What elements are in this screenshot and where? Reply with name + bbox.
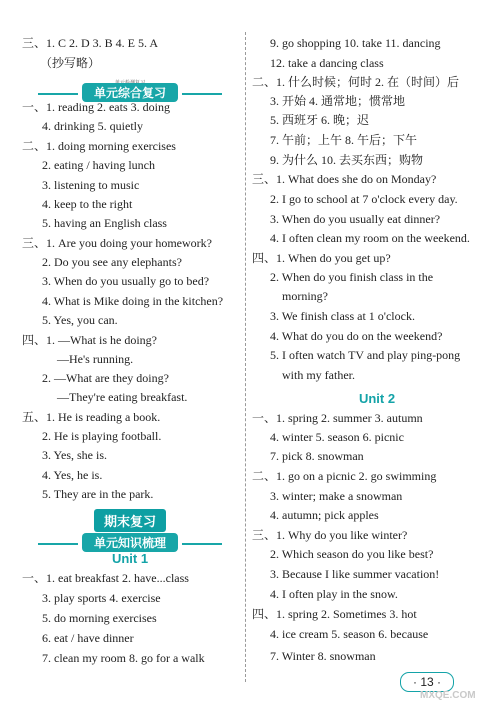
- knowledge-header: 单元知识梳理: [82, 533, 178, 552]
- final-review-tab: 期末复习: [94, 509, 166, 532]
- answer-line: 9. go shopping 10. take 11. dancing: [270, 36, 441, 50]
- answer-line: 5. having an English class: [42, 216, 167, 230]
- answer-line: 4. What do you do on the weekend?: [270, 329, 443, 343]
- answer-line: 4. keep to the right: [42, 197, 133, 211]
- answer-line: —They're eating breakfast.: [57, 390, 188, 404]
- answer-line: 4. I often clean my room on the weekend.: [270, 231, 470, 245]
- answer-line: 7. 午前；上午 8. 午后；下午: [270, 133, 418, 147]
- answer-line: 2. He is playing football.: [42, 429, 162, 443]
- unit-title: Unit 2: [358, 391, 396, 406]
- answer-line: 一、1. spring 2. summer 3. autumn: [252, 411, 423, 425]
- answer-line: 4. Yes, he is.: [42, 468, 103, 482]
- watermark-text: MXQE.COM: [420, 690, 476, 701]
- answer-line: —He's running.: [57, 352, 134, 366]
- answer-line: morning?: [282, 289, 328, 303]
- answer-line: 3. Because I like summer vacation!: [270, 567, 440, 581]
- answer-line: 3. When do you usually go to bed?: [42, 274, 210, 288]
- answer-line: 5. Yes, you can.: [42, 313, 118, 327]
- unit-title: Unit 1: [111, 551, 149, 566]
- answer-line: 二、1. go on a picnic 2. go swimming: [252, 469, 437, 483]
- answer-line: 4. What is Mike doing in the kitchen?: [42, 294, 224, 308]
- column-divider: [245, 32, 246, 682]
- answer-line: 12. take a dancing class: [270, 56, 384, 70]
- answer-line: 4. autumn; pick apples: [270, 508, 379, 522]
- answer-line: 5. 西班牙 6. 晚；迟: [270, 113, 370, 127]
- answer-line: 2. I go to school at 7 o'clock every day.: [270, 192, 458, 206]
- answer-line: 2. When do you finish class in the: [270, 270, 434, 284]
- answer-line: 4. I often play in the snow.: [270, 587, 398, 601]
- answer-line: 2. —What are they doing?: [42, 371, 169, 385]
- answer-line: 三、1. What does she do on Monday?: [252, 172, 437, 186]
- answer-line: 三、1. C 2. D 3. B 4. E 5. A: [22, 36, 159, 50]
- answer-line: 二、1. doing morning exercises: [22, 139, 176, 153]
- answer-line: 3. winter; make a snowman: [270, 489, 403, 503]
- answer-line: 7. clean my room 8. go for a walk: [42, 651, 205, 665]
- answer-line: 一、1. eat breakfast 2. have...class: [22, 571, 189, 585]
- answer-line: with my father.: [282, 368, 355, 382]
- answer-line: 9. 为什么 10. 去买东西；购物: [270, 153, 424, 167]
- answer-line: 2. Which season do you like best?: [270, 547, 434, 561]
- answer-line: 5. do morning exercises: [42, 611, 157, 625]
- answer-line: 2. eating / having lunch: [42, 158, 155, 172]
- answer-line: 3. listening to music: [42, 178, 140, 192]
- answer-line: 4. drinking 5. quietly: [42, 119, 143, 133]
- answer-line: 4. winter 5. season 6. picnic: [270, 430, 404, 444]
- answer-line: 3. Yes, she is.: [42, 448, 108, 462]
- answer-line: （抄写略）: [40, 56, 101, 70]
- answer-line: 3. 开始 4. 通常地；惯常地: [270, 94, 406, 108]
- answer-line: 四、1. spring 2. Sometimes 3. hot: [252, 607, 417, 621]
- answer-line: 四、1. When do you get up?: [252, 251, 391, 265]
- answer-line: 二、1. 什么时候；何时 2. 在（时间）后: [252, 75, 460, 89]
- answer-line: 三、1. Are you doing your homework?: [22, 236, 212, 250]
- answer-line: 3. When do you usually eat dinner?: [270, 212, 441, 226]
- answer-line: 3. We finish class at 1 o'clock.: [270, 309, 415, 323]
- answer-line: 5. I often watch TV and play ping-pong: [270, 348, 461, 362]
- answer-line: 7. Winter 8. snowman: [270, 649, 376, 663]
- answer-line: 5. They are in the park.: [42, 487, 154, 501]
- answer-line: 4. ice cream 5. season 6. because: [270, 627, 429, 641]
- answer-line: 7. pick 8. snowman: [270, 449, 364, 463]
- answer-line: 一、1. reading 2. eats 3. doing: [22, 100, 170, 114]
- section-header: 单元综合复习: [82, 83, 178, 102]
- answer-line: 四、1. —What is he doing?: [22, 333, 157, 347]
- answer-line: 3. play sports 4. exercise: [42, 591, 161, 605]
- page-number: · 13 ·: [400, 672, 454, 692]
- answer-line: 2. Do you see any elephants?: [42, 255, 182, 269]
- answer-line: 五、1. He is reading a book.: [22, 410, 161, 424]
- answer-line: 6. eat / have dinner: [42, 631, 134, 645]
- answer-line: 三、1. Why do you like winter?: [252, 528, 408, 542]
